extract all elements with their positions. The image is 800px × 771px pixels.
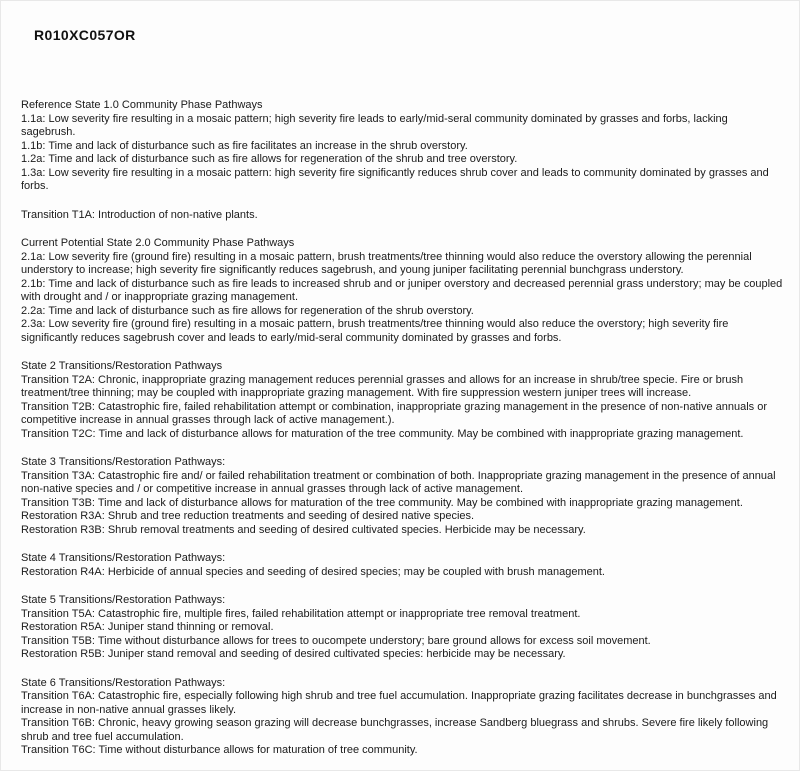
- pathway-line: 2.1a: Low severity fire (ground fire) resulting in a mosaic pattern, brush treatments/tree thinning would also reduce the overstory allowing the perennial understory to increase; high severity fire significantly reduces sagebrush, and young juniper facilitating perennial bunchgrass understory.: [21, 250, 752, 276]
- pathway-line: Transition T3A: Catastrophic fire and/ or failed rehabilitation treatment or combination of both. Inappropriate grazing management in the presence of annual non-native species and / or competitive increase in annual grasses through lack of active management.: [21, 469, 776, 495]
- pathway-line: Restoration R4A: Herbicide of annual species and seeding of desired species; may be coupled with brush management.: [21, 565, 605, 578]
- pathway-line: Restoration R3A: Shrub and tree reduction treatments and seeding of desired native species.: [21, 510, 475, 522]
- section: [21, 360, 785, 441]
- section: [21, 209, 785, 223]
- pathway-line: Transition T6C: Time without disturbance allows for maturation of tree community.: [21, 744, 418, 756]
- section: [21, 677, 785, 758]
- pathway-line: Transition T2A: Chronic, inappropriate grazing management reduces perennial grasses and allows for an increase in shrub/tree specie. Fire or brush treatment/tree thinning; may be coupled with inappropriate grazing management. With fire suppression western juniper trees will increase.: [21, 373, 744, 399]
- pathway-line: 2.2a: Time and lack of disturbance such as fire allows for regeneration of the shrub overstory.: [21, 304, 474, 317]
- pathway-line: Restoration R5B: Juniper stand removal and seeding of desired cultivated species: herbicide may be necessary.: [21, 648, 566, 660]
- section-heading: State 3 Transitions/Restoration Pathways:: [21, 456, 226, 468]
- pathway-line: Transition T2B: Catastrophic fire, failed rehabilitation attempt or combination, inappropriate grazing management in the presence of non-native annuals or competitive increase in annual grasses through lack of active management.).: [21, 400, 767, 426]
- section: [21, 594, 785, 662]
- pathway-line: Restoration R5A: Juniper stand thinning or removal.: [21, 621, 274, 633]
- pathway-line: Transition T5A: Catastrophic fire, multiple fires, failed rehabilitation attempt or inappropriate tree removal treatment.: [21, 607, 581, 620]
- pathway-line: Transition T5B: Time without disturbance allows for trees to oucompete understory; bare ground allows for excess soil movement.: [21, 634, 651, 647]
- pathway-line: 2.3a: Low severity fire (ground fire) resulting in a mosaic pattern, brush treatments/tree thinning would also reduce the overstory; high severity fire significantly reduces sagebrush cover and leads to early/mid-seral community dominated by grasses and forbs.: [21, 318, 729, 344]
- pathway-line: Restoration R3B: Shrub removal treatments and seeding of desired cultivated species. Herbicide may be necessary.: [21, 523, 586, 536]
- pathway-line: Transition T6B: Chronic, heavy growing season grazing will decrease bunchgrasses, increase Sandberg bluegrass and shrubs. Severe fire likely following shrub and tree fuel accumulation.: [21, 717, 769, 743]
- pathway-line: Transition T6A: Catastrophic fire, especially following high shrub and tree fuel accumulation. Inappropriate grazing facilitates decrease in bunchgrasses and increase in non-native annual grasses likely.: [21, 690, 777, 716]
- section: [21, 552, 785, 579]
- section: [21, 99, 785, 194]
- section-heading: Reference State 1.0 Community Phase Pathways: [21, 99, 263, 111]
- page-title: R010XC057OR: [34, 27, 136, 43]
- document-body: [21, 99, 785, 758]
- pathway-line: 1.2a: Time and lack of disturbance such as fire allows for regeneration of the shrub and tree overstory.: [21, 153, 518, 165]
- pathway-line: Transition T1A: Introduction of non-native plants.: [21, 208, 258, 221]
- section: [21, 237, 785, 345]
- section-heading: State 2 Transitions/Restoration Pathways: [21, 360, 223, 372]
- pathway-line: 1.3a: Low severity fire resulting in a mosaic pattern: high severity fire significantly reduces shrub cover and leads to community dominated by grasses and forbs.: [21, 166, 769, 192]
- section: [21, 456, 785, 537]
- pathway-line: 1.1b: Time and lack of disturbance such as fire facilitates an increase in the shrub overstory.: [21, 139, 468, 152]
- pathway-line: Transition T3B: Time and lack of disturbance allows for maturation of the tree community. May be combined with inappropriate grazing management.: [21, 496, 743, 509]
- section-heading: Current Potential State 2.0 Community Phase Pathways: [21, 237, 295, 249]
- section-heading: State 5 Transitions/Restoration Pathways:: [21, 594, 226, 606]
- section-heading: State 4 Transitions/Restoration Pathways:: [21, 552, 226, 564]
- section-heading: State 6 Transitions/Restoration Pathways:: [21, 676, 226, 689]
- pathway-line: 2.1b: Time and lack of disturbance such as fire leads to increased shrub and or juniper overstory and decreased perennial grass understory; may be coupled with drought and / or inappropriate grazing management.: [21, 277, 783, 303]
- pathway-line: 1.1a: Low severity fire resulting in a mosaic pattern; high severity fire leads to early/mid-seral community dominated by grasses and forbs, lacking sagebrush.: [21, 112, 728, 138]
- pathway-line: Transition T2C: Time and lack of disturbance allows for maturation of the tree community. May be combined with inappropriate grazing management.: [21, 427, 744, 440]
